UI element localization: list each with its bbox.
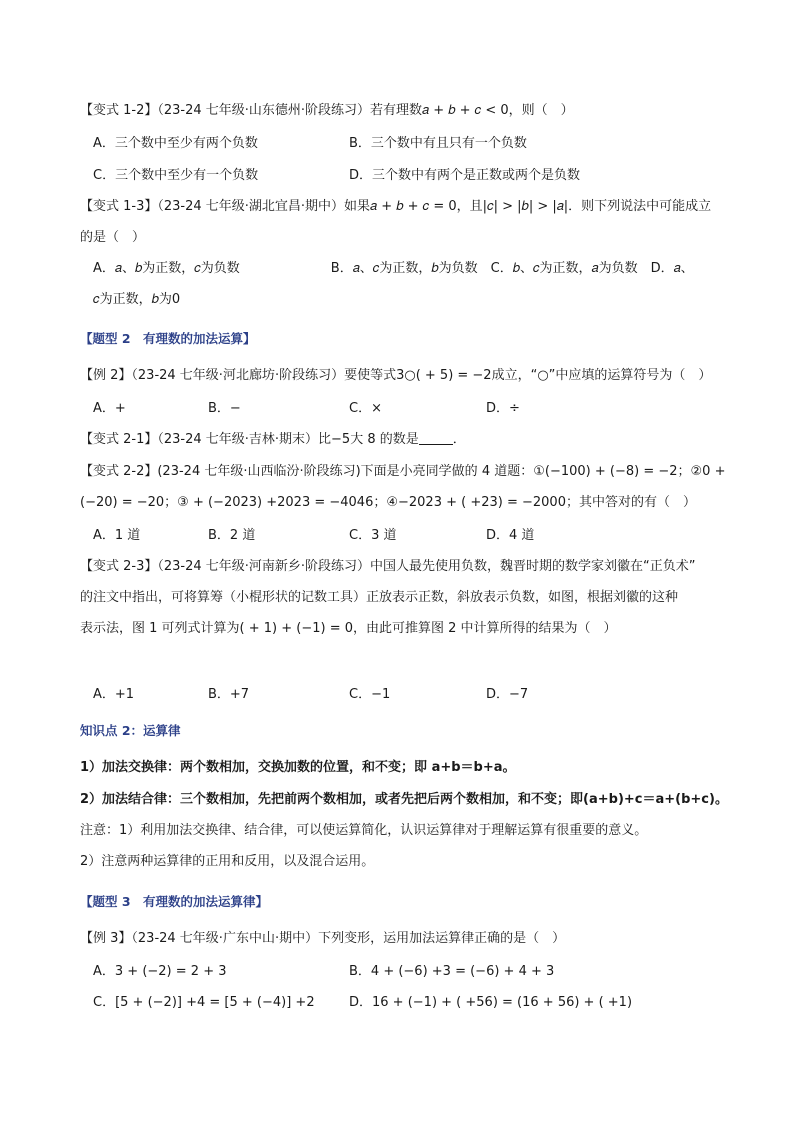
variant-2-1-question bbox=[80, 430, 466, 450]
variant-2-3-question-cont2: 表示法，图 1 可列式计算为( + 1) + (−1) = 0，由此可推算图 2 中计算所得的结果为（ ） bbox=[80, 621, 617, 636]
variant-1-2-option-d: D．三个数中有两个是正数或两个是负数 bbox=[349, 168, 581, 183]
example-3-option-d: D．16 + (−1) + ( +56) = (16 + 56) + ( +1) bbox=[349, 995, 633, 1010]
variant-2-2-option-d: D．4 道 bbox=[486, 528, 535, 543]
note-2: 2）注意两种运算律的正用和反用，以及混合运用。 bbox=[80, 854, 375, 869]
variant-1-2-question: 【变式 1-2】（23-24 七年级·山东德州·阶段练习）若有理数𝑎 + 𝑏 + 𝑐 < 0，则（ ） bbox=[80, 103, 574, 118]
variant-1-3-question: 【变式 1-3】（23-24 七年级·湖北宜昌·期中）如果𝑎 + 𝑏 + 𝑐 = 0，且|𝑐| > |𝑏| > |𝑎|．则下列说法中可能成立 bbox=[80, 199, 712, 214]
variant-1-2-option-b: B．三个数中有且只有一个负数 bbox=[349, 136, 527, 151]
variant-2-2-question-cont: (−20) = −20；③ + (−2023) +2023 = −4046；④−2023 + ( +23) = −2000；其中答对的有（ ） bbox=[80, 495, 696, 510]
answer-blank bbox=[419, 430, 453, 445]
knowledge-point-2: 知识点 2：运算律 bbox=[80, 723, 181, 738]
variant-2-3-option-d: D．−7 bbox=[486, 687, 529, 702]
variant-2-2-option-a: A．1 道 bbox=[93, 528, 141, 543]
example-2-option-c: C．× bbox=[349, 401, 382, 416]
variant-1-2-option-a: A．三个数中至少有两个负数 bbox=[93, 136, 258, 151]
variant-2-3-option-b: B．+7 bbox=[208, 687, 250, 702]
variant-2-3-question: 【变式 2-3】（23-24 七年级·河南新乡·阶段练习）中国人最先使用负数，魏晋时期的数学家刘徽在“正负术” bbox=[80, 559, 696, 574]
law-associative: 2）加法结合律：三个数相加，先把前两个数相加，或者先把后两个数相加，和不变；即(a+b)+c＝a+(b+c)。 bbox=[80, 792, 728, 807]
example-2-option-d: D．÷ bbox=[486, 401, 520, 416]
variant-1-3-options: A．𝑎、𝑏为正数，𝑐为负数 B．𝑎、𝑐为正数，𝑏为负数 C．𝑏、𝑐为正数，𝑎为负数 D．𝑎、 bbox=[93, 261, 694, 276]
example-2-option-b: B．− bbox=[208, 401, 241, 416]
variant-1-2-option-c: C．三个数中至少有一个负数 bbox=[93, 168, 259, 183]
example-3-option-a: A．3 + (−2) = 2 + 3 bbox=[93, 964, 227, 979]
section-heading-2: 【题型 2 有理数的加法运算】 bbox=[80, 331, 256, 346]
law-commutative: 1）加法交换律：两个数相加，交换加数的位置，和不变；即 a+b＝b+a。 bbox=[80, 760, 516, 775]
variant-2-2-option-b: B．2 道 bbox=[208, 528, 256, 543]
variant-1-3-question-cont: 的是（ ） bbox=[80, 230, 146, 245]
variant-2-2-question: 【变式 2-2】(23-24 七年级·山西临汾·阶段练习)下面是小亮同学做的 4 道题：①(−100) + (−8) = −2；②0 + bbox=[80, 464, 726, 479]
variant-2-2-option-c: C．3 道 bbox=[349, 528, 397, 543]
example-2-option-a: A．+ bbox=[93, 401, 126, 416]
variant-2-3-option-c: C．−1 bbox=[349, 687, 391, 702]
variant-1-3-options-cont: 𝑐为正数，𝑏为0 bbox=[93, 292, 181, 307]
example-3-option-b: B．4 + (−6) +3 = (−6) + 4 + 3 bbox=[349, 964, 555, 979]
variant-2-1-end: ． bbox=[452, 432, 466, 447]
example-3-question: 【例 3】（23-24 七年级·广东中山·期中）下列变形，运用加法运算律正确的是（ ） bbox=[80, 931, 566, 946]
variant-2-1-text: 【变式 2-1】（23-24 七年级·吉林·期末）比−5大 8 的数是 bbox=[80, 432, 419, 447]
section-heading-3: 【题型 3 有理数的加法运算律】 bbox=[80, 894, 269, 909]
variant-2-3-question-cont1: 的注文中指出，可将算筹（小棍形状的记数工具）正放表示正数，斜放表示负数，如图，根据刘徽的这种 bbox=[80, 590, 679, 605]
note-1: 注意：1）利用加法交换律、结合律，可以使运算简化，认识运算律对于理解运算有很重要的意义。 bbox=[80, 823, 648, 838]
variant-2-3-option-a: A．+1 bbox=[93, 687, 135, 702]
example-3-option-c: C．[5 + (−2)] +4 = [5 + (−4)] +2 bbox=[93, 995, 315, 1010]
example-2-question: 【例 2】（23-24 七年级·河北廊坊·阶段练习）要使等式3○( + 5) = −2成立，“○”中应填的运算符号为（ ） bbox=[80, 368, 712, 383]
